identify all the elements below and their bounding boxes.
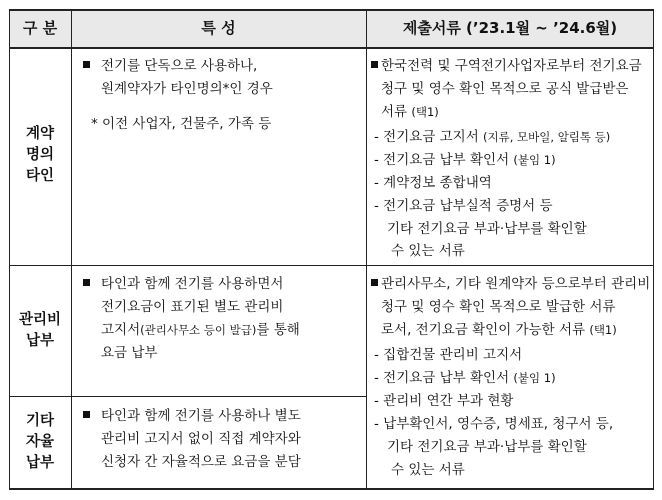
documents-line: 청구 및 영수 확인 목적으로 공식 발급받은 [381, 81, 629, 97]
documents-table [9, 9, 654, 490]
characteristic-line: 타인과 함께 전기를 사용하면서 [101, 276, 284, 292]
documents-item: 기타 전기요금 부과·납부를 확인할 [387, 221, 587, 237]
documents-paren: (붙임 1) [513, 153, 556, 167]
category-line: 계약 [25, 126, 54, 142]
characteristic-line: 원계약자가 타인명의*인 경우 [101, 81, 273, 97]
documents-line: 한국전력 및 구역전기사업자로부터 전기요금 [381, 58, 642, 74]
table-right-border [653, 9, 654, 490]
category-voluntary-payment [9, 411, 71, 474]
category-line: 납부 [25, 455, 54, 471]
square-bullet-icon [371, 274, 380, 295]
header-bottom-border [9, 47, 654, 49]
category-line: 자율 [25, 434, 54, 450]
characteristic-line: 전기를 단독으로 사용하나, [101, 58, 258, 74]
documents-item [374, 127, 610, 148]
documents-line: 관리사무소, 기타 원계약자 등으로부터 관리비 [381, 276, 651, 292]
row-divider-2 [9, 396, 366, 397]
category-contract-other-name [9, 124, 71, 187]
category-line: 명의 [25, 147, 54, 163]
characteristic-line: 요금 납부 [101, 345, 158, 361]
documents-text: 로서, 전기요금 확인이 가능한 서류 [381, 322, 590, 338]
documents-item: - 납부확인서, 영수증, 명세표, 청구서 등, [374, 416, 614, 432]
characteristic-note: * 이전 사업자, 건물주, 가족 등 [91, 116, 272, 132]
characteristic-line: 전기요금이 표기된 별도 관리비 [101, 299, 284, 315]
header-documents: 제출서류 (’23.1월 ~ ’24.6월) [402, 19, 618, 37]
documents-item: - 전기요금 납부실적 증명서 등 [374, 198, 553, 214]
documents-line [381, 102, 439, 123]
documents-line [381, 320, 617, 341]
column-divider-1 [71, 9, 72, 490]
column-divider-2 [366, 9, 367, 490]
characteristic-line: 관리비 고지서 없이 직접 계약자와 [101, 431, 301, 447]
documents-item: - 집합건물 관리비 고지서 [374, 347, 523, 363]
characteristic-text: 고지서 [101, 322, 141, 338]
documents-item: 기타 전기요금 부과·납부를 확인할 [387, 439, 587, 455]
square-bullet-icon [371, 56, 380, 77]
category-line: 납부 [25, 333, 54, 349]
documents-item: 수 있는 서류 [391, 243, 465, 259]
documents-item [374, 150, 556, 171]
characteristic-line: 신청자 간 자율적으로 요금을 분담 [101, 454, 301, 470]
documents-paren: (붙임 1) [513, 371, 556, 385]
table-bottom-border [9, 488, 654, 490]
category-line: 관리비 [18, 312, 62, 328]
documents-paren: (지류, 모바일, 알림톡 등) [483, 130, 611, 144]
square-bullet-icon [83, 274, 92, 295]
documents-paren: (택1) [589, 323, 617, 337]
documents-item: 수 있는 서류 [391, 462, 465, 478]
characteristic-paren: (관리사무소 등이 발급) [140, 323, 257, 337]
documents-item: - 관리비 연간 부과 현황 [374, 393, 514, 409]
header-category: 구 분 [22, 19, 58, 37]
documents-text: - 전기요금 납부 확인서 [374, 370, 514, 386]
characteristic-line [101, 320, 300, 341]
table-top-border [9, 9, 654, 11]
category-management-fee [9, 310, 71, 352]
square-bullet-icon [83, 406, 92, 427]
category-line: 기타 [25, 413, 54, 429]
documents-text: - 전기요금 고지서 [374, 129, 484, 145]
square-bullet-icon [83, 56, 92, 77]
characteristic-line: 타인과 함께 전기를 사용하나 별도 [101, 408, 301, 424]
documents-text: 서류 [381, 104, 408, 120]
row-divider-1 [9, 265, 654, 266]
documents-item [374, 368, 556, 389]
documents-paren: (택1) [411, 105, 439, 119]
documents-item: - 계약정보 종합내역 [374, 175, 492, 191]
documents-line: 청구 및 영수 확인 목적으로 발급한 서류 [381, 299, 616, 315]
category-line: 타인 [25, 168, 54, 184]
characteristic-text: 를 통해 [256, 322, 300, 338]
documents-text: - 전기요금 납부 확인서 [374, 152, 514, 168]
header-characteristics: 특 성 [201, 19, 236, 37]
